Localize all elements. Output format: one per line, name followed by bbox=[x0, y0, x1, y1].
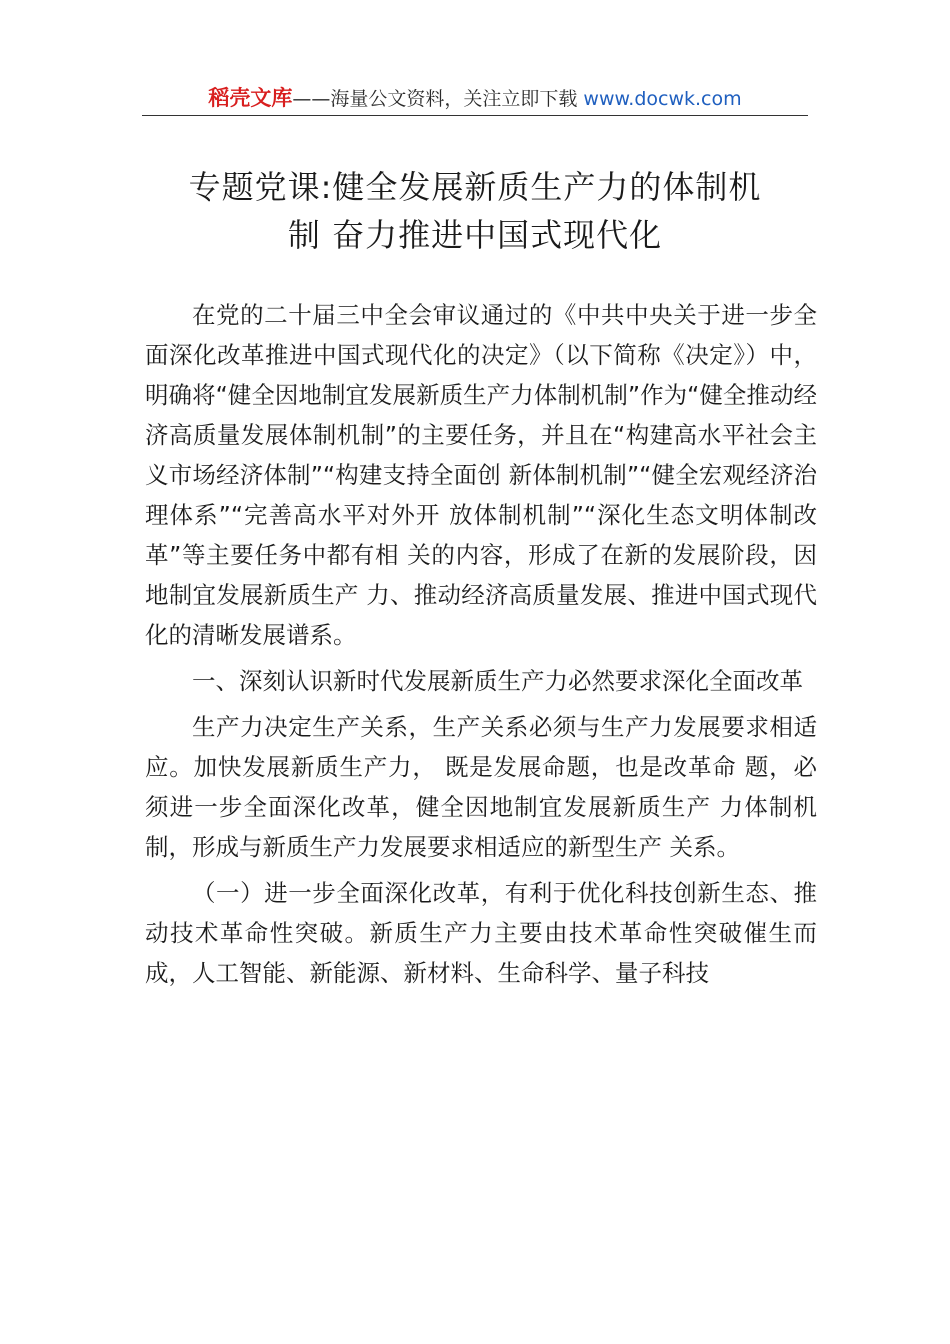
site-link[interactable]: www.docwk.com bbox=[583, 88, 742, 110]
paragraph-2: 生产力决定生产关系，生产关系必须与生产力发展要求相适应。加快发展新质生产力， 既是发展命题，也是改革命 题，必须进一步全面深化改革，健全因地制宜发展新质生产 力体制机制，形成与新质生产力发展要求相适应的新型生产 关系。 bbox=[145, 713, 817, 861]
paragraph-3: （一）进一步全面深化改革，有利于优化科技创新生态、推动技术革命性突破。新质生产力主要由技术革命性突破催生而成，人工智能、新能源、新材料、生命科学、量子科技 bbox=[145, 879, 817, 987]
title-line-2: 制 奋力推进中国式现代化 bbox=[287, 216, 663, 254]
section-heading-1: 一、深刻认识新时代发展新质生产力必然要求深化全面改革 bbox=[192, 667, 803, 695]
page-header bbox=[142, 84, 808, 113]
title-line-1: 专题党课:健全发展新质生产力的体制机 bbox=[188, 168, 762, 206]
header-divider bbox=[142, 115, 808, 116]
paragraph-intro: 在党的二十届三中全会审议通过的《中共中央关于进一步全面深化改革推进中国式现代化的决定》（以下简称《决定》）中，明确将“健全因地制宜发展新质生产力体制机制”作为“健全推动经济高质量发展体制机制”的主要任务，并且在“构建高水平社会主义市场经济体制”“构建支持全面创 新体制机制”“健全宏观经济治理体系”“完善高水平对外开 放体制机制”“深化生态文明体制改革”等主要任务中都有相 关的内容，形成了在新的发展阶段，因地制宜发展新质生产 力、推动经济高质量发展、推进中国式现代化的清晰发展谱系。 bbox=[145, 301, 817, 649]
header-tagline: ——海量公文资料，关注立即下载 bbox=[292, 88, 578, 110]
document-title bbox=[130, 163, 820, 259]
brand-name: 稻壳文库 bbox=[208, 86, 293, 110]
document-body bbox=[145, 295, 817, 993]
